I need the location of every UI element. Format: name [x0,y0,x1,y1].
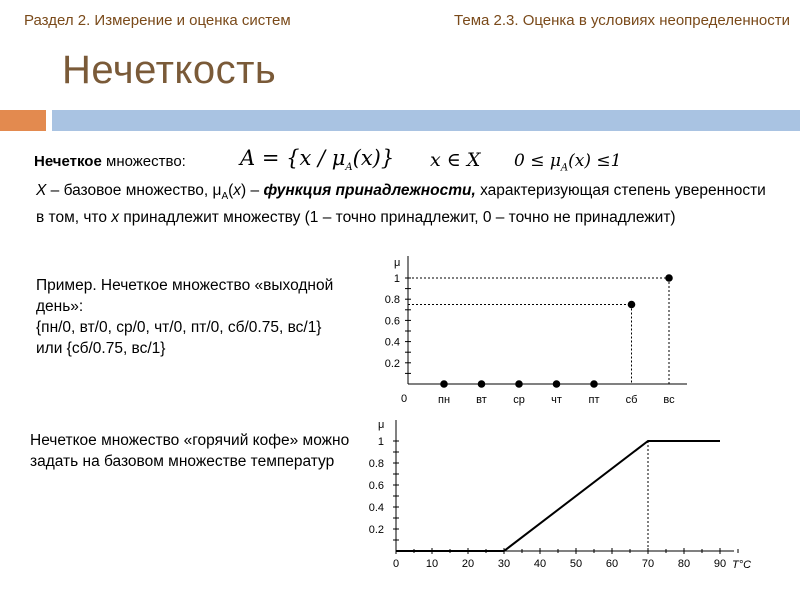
desc-text-3: ) – [241,182,264,199]
y-axis-label: μ [378,419,385,431]
y-tick-label: 0.6 [384,315,400,328]
y-tick-label: 0.2 [368,524,384,536]
x-axis-label: T°C [732,559,752,571]
formula-set-sub: A [345,162,353,174]
y-tick-label: 0.8 [368,458,384,470]
y-tick-label: 0.4 [368,502,384,514]
page-title: Нечеткость [62,48,277,92]
desc-text-1: – базовое множество, μ [46,182,222,199]
topic-header: Тема 2.3. Оценка в условиях неопределенности [454,12,790,29]
x-tick-label: ср [513,394,525,406]
x-tick-label: 20 [461,558,475,570]
x-tick-label: пн [437,394,451,406]
y-axis-label: μ [394,257,401,269]
x-tick-label: 30 [497,558,511,570]
x-tick-label: 0 [392,558,400,570]
formula-range-sub: A [560,162,569,174]
formula-set-end: (x)} [352,146,395,170]
desc-sub-A: A [221,191,229,203]
x-tick-label: 70 [641,558,655,570]
membership-line [396,441,720,551]
x-tick-label: 60 [605,558,619,570]
x-tick-label: вт [476,394,487,406]
x-tick-label: 50 [569,558,583,570]
y-tick-label: 0.8 [384,294,400,307]
formula-set-main: A = {x / μ [240,146,346,170]
desc-var-X: X [36,182,47,199]
x-tick-label: 10 [425,558,439,570]
desc-var-x: x [233,182,242,199]
desc-text-2: ( [228,182,234,199]
y-origin-label: 0 [400,393,408,405]
desc-text-5: принадлежит множеству (1 – точно принадлежит, 0 – точно не принадлежит) [119,209,676,227]
example-text: Пример. Нечеткое множество «выходной день»: {пн/0, вт/0, ср/0, чт/0, пт/0, сб/0.75, вс/1} или {сб/0.75, вс/1} [36,277,334,357]
desc-var-x-2: x [111,209,120,227]
formula-range-end: (x) ≤1 [568,151,622,171]
definition-label-normal: множество: [106,153,186,170]
desc-membership-function: функция принадлежности, [263,182,476,199]
definition-label-bold: Нечеткое [34,153,102,170]
coffee-text: Нечеткое множество «горячий кофе» можно задать на базовом множестве температур [30,432,350,470]
x-tick-label: 90 [713,558,727,570]
y-tick-label: 0.6 [368,480,384,492]
x-tick-label: вс [663,394,675,406]
y-tick-label: 1 [377,436,384,448]
formula-range-main: 0 ≤ μ [514,151,561,171]
y-tick-label: 1 [393,273,400,285]
x-tick-label: пт [588,394,600,406]
y-tick-label: 0.4 [384,336,400,349]
y-tick-label: 0.2 [384,357,400,370]
formula-membership: x ∈ X [430,149,481,171]
section-header: Раздел 2. Измерение и оценка систем [24,12,291,29]
desc-text-4: характеризующая степень уверенности в том, что [36,182,766,227]
x-tick-label: 80 [677,558,691,570]
x-tick-label: сб [625,394,638,406]
x-tick-label: 40 [533,558,547,570]
x-tick-label: чт [551,394,562,406]
